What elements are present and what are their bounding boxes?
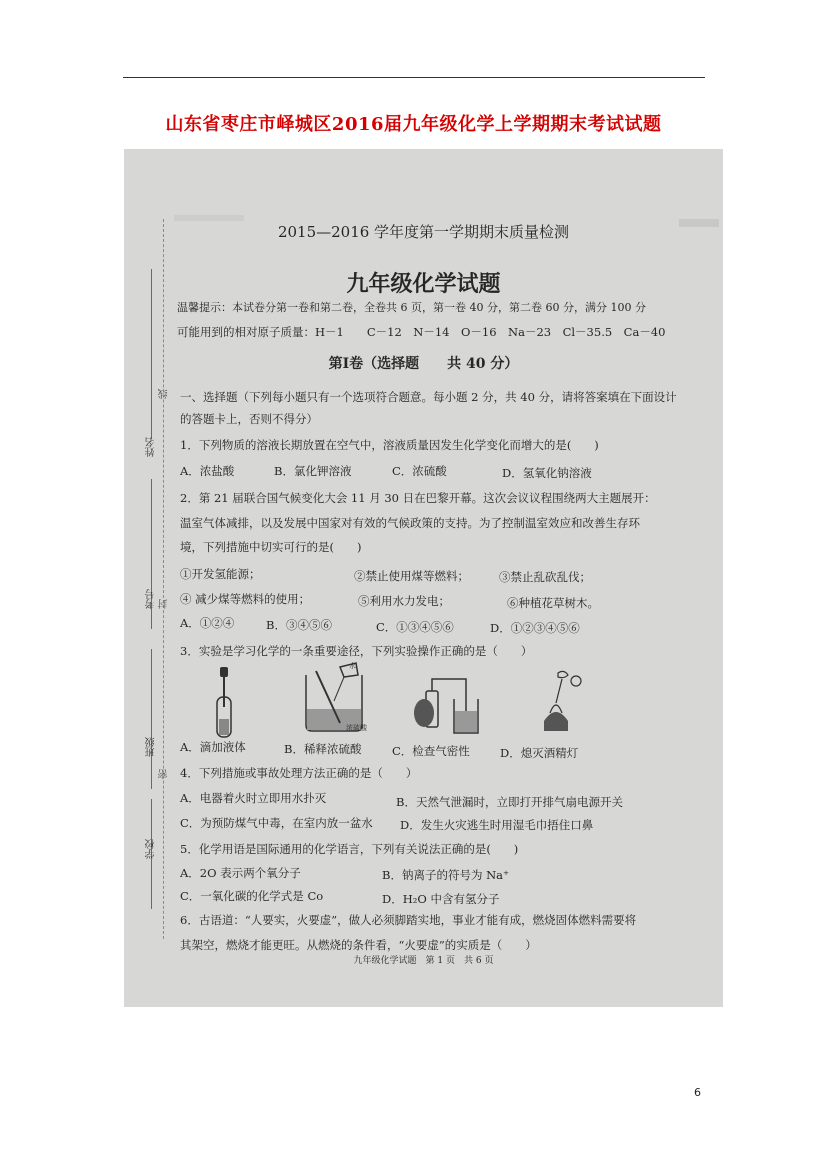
q3-option-a: A．滴加液体 <box>180 740 246 754</box>
q2-measure-5: ⑤利用水力发电； <box>358 594 450 608</box>
exam-no-label: 考号 <box>146 589 157 609</box>
q2-stem-line-3: 境，下列措施中切实可行的是( ) <box>180 540 362 554</box>
instructions-line-2: 的答题卡上，否则不得分） <box>180 412 318 426</box>
q2-option-d: D．①②③④⑤⑥ <box>490 621 580 635</box>
q3-stem: 3．实验是学习化学的一条重要途径，下列实验操作正确的是（ ） <box>180 644 533 658</box>
q2-measure-2: ②禁止使用煤等燃料； <box>354 569 469 583</box>
q1-stem: 1．下列物质的溶液长期放置在空气中，溶液质量因发生化学变化而增大的是( ) <box>180 438 599 452</box>
q2-option-b: B．③④⑤⑥ <box>266 618 332 632</box>
exam-header: 2015—2016 学年度第一学期期末质量检测 <box>277 223 570 241</box>
q2-measure-6: ⑥种植花草树木。 <box>507 596 599 610</box>
q2-stem-line-1: 2．第 21 届联合国气候变化大会 11 月 30 日在巴黎开幕。这次会议议程围绕两大主题展开： <box>180 491 656 505</box>
q5-stem: 5．化学用语是国际通用的化学语言，下列有关说法正确的是( ) <box>180 842 519 856</box>
line-mark: 线 <box>159 389 170 399</box>
q2-option-c: C．①③④⑤⑥ <box>376 620 454 634</box>
header-rule <box>123 77 705 78</box>
paper-title: 九年级化学试题 <box>346 271 501 297</box>
q2-stem-line-2: 温室气体减排，以及发展中国家对有效的气候政策的支持。为了控制温室效应和改善生存环 <box>180 516 640 530</box>
binding-margin-line <box>163 219 164 939</box>
instructions-line-1: 一、选择题（下列每小题只有一个选项符合题意。每小题 2 分，共 40 分，请将答案填在下面设计 <box>180 390 677 404</box>
q3-option-d: D．熄灭酒精灯 <box>500 746 579 760</box>
q2-measure-4: ④ 减少煤等燃料的使用； <box>180 592 311 606</box>
q4-option-d: D．发生火灾逃生时用湿毛巾捂住口鼻 <box>400 818 594 832</box>
q1-option-c: C．浓硫酸 <box>392 464 447 478</box>
name-label: 姓名 <box>146 437 157 457</box>
seal-mark: 封 <box>159 599 170 609</box>
q5-option-a: A．2O 表示两个氧分子 <box>180 866 301 880</box>
alcohol-lamp-illustration <box>534 669 589 739</box>
q3-option-b: B．稀释浓硫酸 <box>284 742 362 756</box>
q2-option-a: A．①②④ <box>180 616 235 630</box>
q2-measure-1: ①开发氢能源； <box>180 567 261 581</box>
class-label: 班级 <box>146 737 157 757</box>
q4-stem: 4．下列措施或事故处理方法正确的是（ ） <box>180 766 418 780</box>
notice: 温馨提示：本试卷分第一卷和第二卷，全卷共 6 页，第一卷 40 分，第二卷 60 分，满分 100 分 <box>177 301 646 314</box>
q6-line-1: 6．古语道：“人要实，火要虚”，做人必须脚踏实地，事业才能有成，燃烧固体燃料需要将 <box>180 913 637 927</box>
q5-option-d: D．H₂O 中含有氢分子 <box>382 892 500 906</box>
page-number: 6 <box>694 1086 701 1099</box>
q2-measure-3: ③禁止乱砍乱伐； <box>499 570 591 584</box>
q4-option-a: A．电器着火时立即用水扑灭 <box>180 791 327 805</box>
dilution-illustration <box>296 661 386 733</box>
dropper-illustration <box>209 667 239 739</box>
school-label: 学校 <box>146 839 157 859</box>
atomic-masses: 可能用到的相对原子质量：H－1 C－12 N－14 O－16 Na－23 Cl－35.5 Ca－40 <box>177 325 666 339</box>
dense-mark: 密 <box>159 769 170 779</box>
q4-option-c: C．为预防煤气中毒，在室内放一盆水 <box>180 816 373 830</box>
document-title: 山东省枣庄市峄城区2016届九年级化学上学期期末考试试题 <box>165 114 662 135</box>
scanned-exam-page <box>124 149 723 1007</box>
q5-option-b: B．钠离子的符号为 Na⁺ <box>382 868 510 882</box>
acid-label: 浓硫酸 <box>346 724 367 732</box>
gas-tightness-illustration <box>412 669 492 739</box>
class-rule <box>151 649 152 789</box>
q5-option-c: C．一氧化碳的化学式是 Co <box>180 889 324 903</box>
scan-footer: 九年级化学试题 第 1 页 共 6 页 <box>353 956 494 966</box>
q6-line-2: 其架空，燃烧才能更旺。从燃烧的条件看，“火要虚”的实质是（ ） <box>180 938 537 952</box>
q3-option-c: C．检查气密性 <box>392 744 470 758</box>
q4-option-b: B．天然气泄漏时，立即打开排气扇电源开关 <box>396 795 623 809</box>
water-label: 水 <box>349 662 356 670</box>
q1-option-a: A．浓盐酸 <box>180 464 235 478</box>
q1-option-d: D．氢氧化钠溶液 <box>502 466 592 480</box>
section-title: 第Ⅰ卷（选择题 共 40 分） <box>328 356 519 372</box>
q1-option-b: B．氯化钾溶液 <box>274 464 352 478</box>
